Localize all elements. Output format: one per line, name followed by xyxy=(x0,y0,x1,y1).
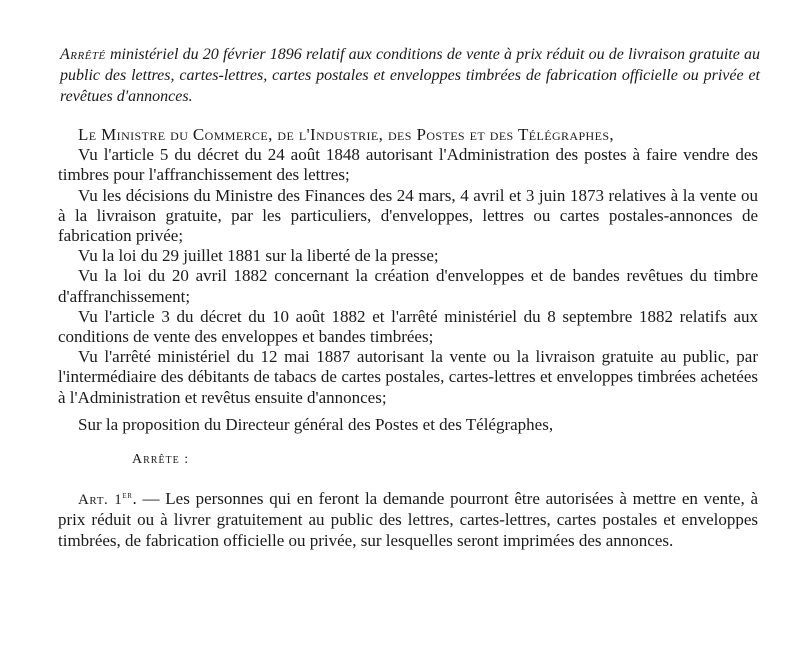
minister-line: Le Ministre du Commerce, de l'Industrie, des Postes et des Télégraphes, xyxy=(78,125,615,144)
article-label xyxy=(78,492,133,508)
document-body xyxy=(58,125,758,551)
visa-paragraph: Vu la loi du 20 avril 1882 concernant la création d'enveloppes et de bandes revêtues du timbre d'affranchissement; xyxy=(58,266,758,306)
article-text: Les personnes qui en feront la demande pourront être autorisées à mettre en vente, à prix réduit ou à livrer gratuitement au public des lettres, cartes-lettres, cartes postales et enveloppes timbrées, de fabrication officielle ou privée, sur lesquelles seront imprimées des annonces. xyxy=(58,489,759,550)
visa-paragraph: Vu les décisions du Ministre des Finances des 24 mars, 4 avril et 3 juin 1873 relatives à la vente ou à la livraison gratuite, par les particuliers, d'enveloppes, lettres ou cartes postales-annonces de fabrication privée; xyxy=(58,185,758,246)
article-label-sup: er xyxy=(122,490,133,502)
visa-paragraph: Vu l'article 5 du décret du 24 août 1848 autorisant l'Administration des postes à faire vendre des timbres pour l'affranchissement des lettres; xyxy=(58,145,758,185)
arrete-title: Arrête : xyxy=(132,452,190,468)
document-heading xyxy=(60,44,760,107)
proposition-line: Sur la proposition du Directeur général des Postes et des Télégraphes, xyxy=(78,414,554,434)
visa-paragraph: Vu l'article 3 du décret du 10 août 1882 et l'arrêté ministériel du 8 septembre 1882 relatifs aux conditions de vente des enveloppes et bandes timbrées; xyxy=(58,306,758,347)
heading-text: ministériel du 20 février 1896 relatif aux conditions de vente à prix réduit ou de livraison gratuite au public des lettres, cartes-lettres, cartes postales et enveloppes timbrées de fabrication officielle ou privée et revêtues d'annonces. xyxy=(60,46,760,105)
heading-lead-word: Arrêté xyxy=(60,46,106,63)
visa-paragraph: Vu l'arrêté ministériel du 12 mai 1887 autorisant la vente ou la livraison gratuite au public, par l'intermédiaire des débitants de tabacs de cartes postales, cartes-lettres et enveloppes timbrées achetées à l'Administration et revêtus ensuite d'annonces; xyxy=(58,347,758,407)
article-paragraph xyxy=(58,486,758,551)
article-label-suffix: . — xyxy=(132,489,166,509)
article-label-text: Art. 1 xyxy=(78,492,123,509)
visa-paragraph: Vu la loi du 29 juillet 1881 sur la liberté de la presse; xyxy=(78,246,439,266)
